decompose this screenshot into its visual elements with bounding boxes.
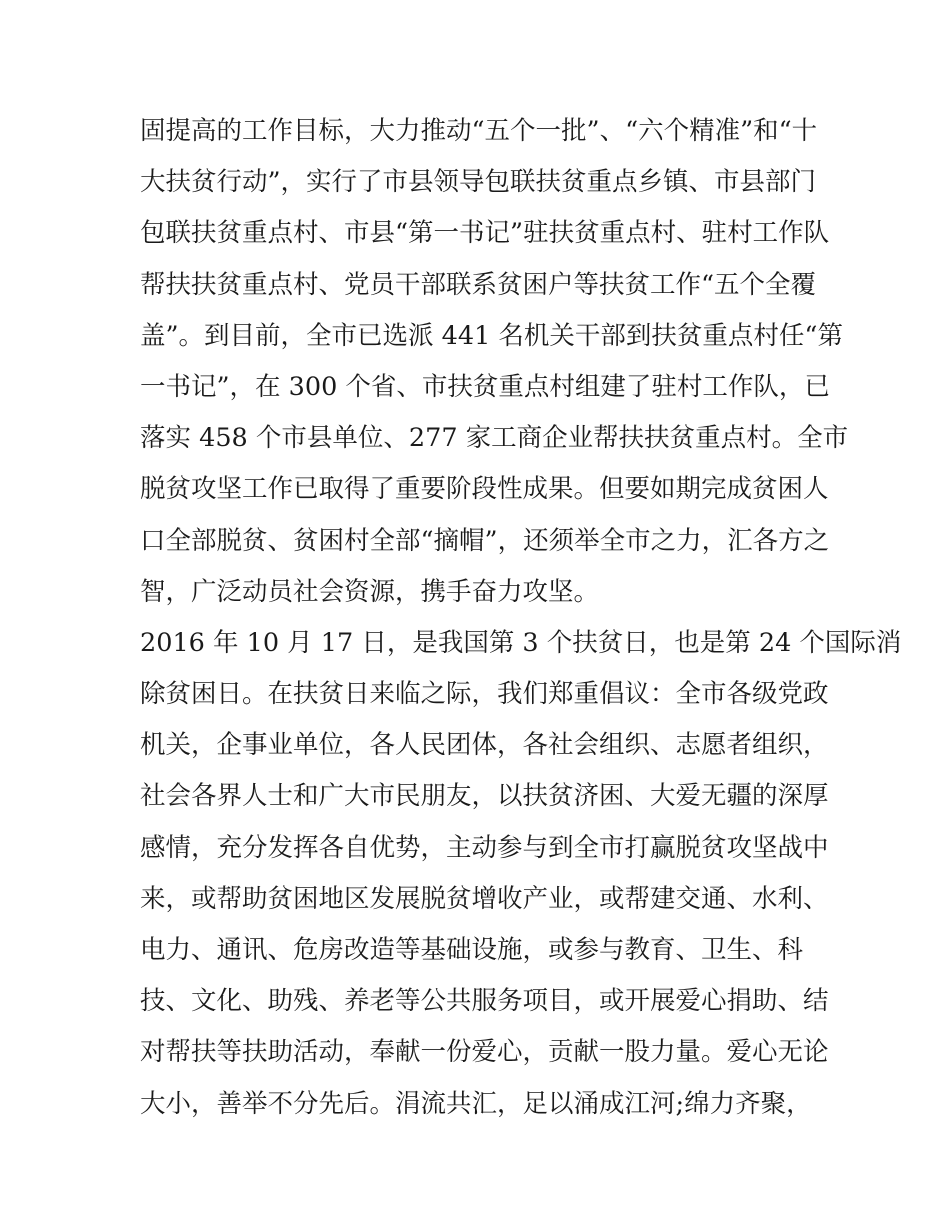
text-line: 落实 458 个市县单位、277 家工商企业帮扶扶贫重点村。全市 <box>140 423 849 454</box>
text-line: 社会各界人士和广大市民朋友，以扶贫济困、大爱无疆的深厚 <box>140 781 829 812</box>
text-line: 盖”。到目前，全市已选派 441 名机关干部到扶贫重点村任“第 <box>140 320 843 351</box>
text-line: 2016 年 10 月 17 日，是我国第 3 个扶贫日，也是第 24 个国际消 <box>140 627 902 658</box>
text-line: 大小，善举不分先后。涓流共汇，足以涌成江河;绵力齐聚， <box>140 1088 812 1119</box>
text-line: 包联扶贫重点村、市县“第一书记”驻扶贫重点村、驻村工作队 <box>140 218 830 249</box>
text-line: 感情，充分发挥各自优势，主动参与到全市打赢脱贫攻坚战中 <box>140 832 829 863</box>
text-line: 固提高的工作目标，大力推动“五个一批”、“六个精准”和“十 <box>140 116 818 146</box>
text-line: 技、文化、助残、养老等公共服务项目，或开展爱心捐助、结 <box>140 986 829 1017</box>
paragraph-1 <box>140 106 849 618</box>
text-line: 帮扶扶贫重点村、党员干部联系贫困户等扶贫工作“五个全覆 <box>140 269 817 300</box>
text-line: 口全部脱贫、贫困村全部“摘帽”，还须举全市之力，汇各方之 <box>140 525 830 556</box>
text-line: 一书记”，在 300 个省、市扶贫重点村组建了驻村工作队，已 <box>140 371 830 402</box>
text-line: 电力、通讯、危房改造等基础设施，或参与教育、卫生、科 <box>140 935 804 965</box>
text-line: 来，或帮助贫困地区发展脱贫增收产业，或帮建交通、水利、 <box>140 883 829 914</box>
paragraph-2 <box>140 618 902 1130</box>
document-body <box>140 106 902 1130</box>
text-line: 对帮扶等扶助活动，奉献一份爱心，贡献一股力量。爱心无论 <box>140 1037 829 1068</box>
text-line: 智，广泛动员社会资源，携手奋力攻坚。 <box>140 576 600 607</box>
text-line: 除贫困日。在扶贫日来临之际，我们郑重倡议：全市各级党政 <box>140 679 829 710</box>
text-line: 脱贫攻坚工作已取得了重要阶段性成果。但要如期完成贫困人 <box>140 474 829 505</box>
text-line: 大扶贫行动”，实行了市县领导包联扶贫重点乡镇、市县部门 <box>140 167 817 198</box>
text-line: 机关，企事业单位，各人民团体，各社会组织、志愿者组织， <box>140 730 829 761</box>
